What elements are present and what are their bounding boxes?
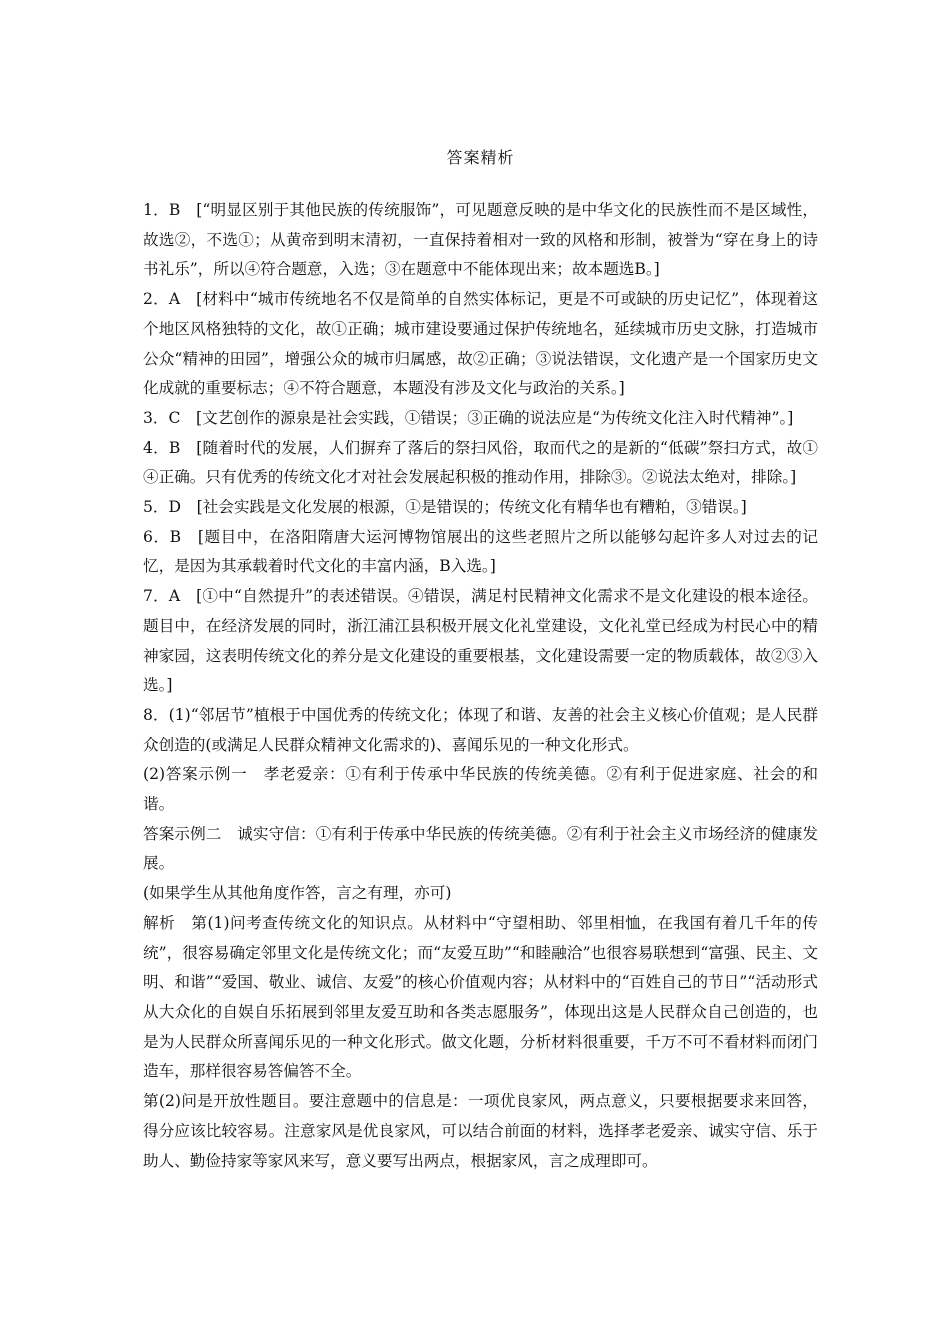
page-title: 答案精析 bbox=[446, 148, 515, 167]
answer-7: 7．A [①中“自然提升”的表述错误。④错误，满足村民精神文化需求不是文化建设的根本途径。题目中，在经济发展的同时，浙江浦江县积极开展文化礼堂建设，文化礼堂已经成为村民心中的精神家园，这表明传统文化的养分是文化建设的重要根基，文化建设需要一定的物质载体，故②③入选。] bbox=[143, 587, 818, 695]
analysis-part-2: 第(2)问是开放性题目。要注意题中的信息是：一项优良家风，两点意义，只要根据要求来回答，得分应该比较容易。注意家风是优良家风，可以结合前面的材料，选择孝老爱亲、诚实守信、乐于助人、勤俭持家等家风来写，意义要写出两点，根据家风，言之成理即可。 bbox=[143, 1092, 818, 1170]
answer-8-part-2-example-2: 答案示例二 诚实守信：①有利于传承中华民族的传统美德。②有利于社会主义市场经济的健康发展。 bbox=[143, 824, 818, 873]
answer-6: 6．B [题目中，在洛阳隋唐大运河博物馆展出的这些老照片之所以能够勾起许多人对过去的记忆，是因为其承载着时代文化的丰富内涵，B入选。] bbox=[143, 527, 818, 576]
answer-body bbox=[143, 196, 818, 1176]
analysis-part-1: 解析 第(1)问考查传统文化的知识点。从材料中“守望相助、邻里相恤，在我国有着几千年的传统”，很容易确定邻里文化是传统文化；而“友爱互助”“和睦融洽”也很容易联想到“富强、民主、文明、和谐”“爱国、敬业、诚信、友爱”的核心价值观内容；从材料中的“百姓自己的节日”“活动形式从大众化的自娱自乐拓展到邻里友爱互助和各类志愿服务”，体现出这是人民群众自己创造的，也是为人民群众所喜闻乐见的一种文化形式。做文化题，分析材料很重要，千万不可不看材料而闭门造车，那样很容易答偏答不全。 bbox=[143, 913, 818, 1081]
answer-3: 3．C [文艺创作的源泉是社会实践，①错误；③正确的说法应是“为传统文化注入时代精神”。] bbox=[143, 408, 794, 427]
answer-8-note: (如果学生从其他角度作答，言之有理，亦可) bbox=[143, 884, 452, 903]
answer-5: 5．D [社会实践是文化发展的根源，①是错误的；传统文化有精华也有糟粕，③错误。] bbox=[143, 498, 747, 517]
answer-4: 4．B [随着时代的发展，人们摒弃了落后的祭扫风俗，取而代之的是新的“低碳”祭扫方式，故①④正确。只有优秀的传统文化才对社会发展起积极的推动作用，排除③。②说法太绝对，排除。] bbox=[143, 438, 818, 487]
answer-8-part-2-example-1: (2)答案示例一 孝老爱亲：①有利于传承中华民族的传统美德。②有利于促进家庭、社会的和谐。 bbox=[143, 765, 818, 814]
answer-2: 2．A [材料中“城市传统地名不仅是简单的自然实体标记，更是不可或缺的历史记忆”，体现着这个地区风格独特的文化，故①正确；城市建设要通过保护传统地名，延续城市历史文脉，打造城市公众“精神的田园”，增强公众的城市归属感，故②正确；③说法错误，文化遗产是一个国家历史文化成就的重要标志；④不符合题意，本题没有涉及文化与政治的关系。] bbox=[143, 290, 818, 398]
answer-1: 1．B [“明显区别于其他民族的传统服饰”，可见题意反映的是中华文化的民族性而不是区域性，故选②，不选①；从黄帝到明末清初，一直保持着相对一致的风格和形制，被誉为“穿在身上的诗书礼乐”，所以④符合题意，入选；③在题意中不能体现出来；故本题选B。] bbox=[143, 201, 818, 279]
answer-8-part-1: 8．(1)“邻居节”植根于中国优秀的传统文化；体现了和谐、友善的社会主义核心价值观；是人民群众创造的(或满足人民群众精神文化需求的)、喜闻乐见的一种文化形式。 bbox=[143, 705, 818, 754]
